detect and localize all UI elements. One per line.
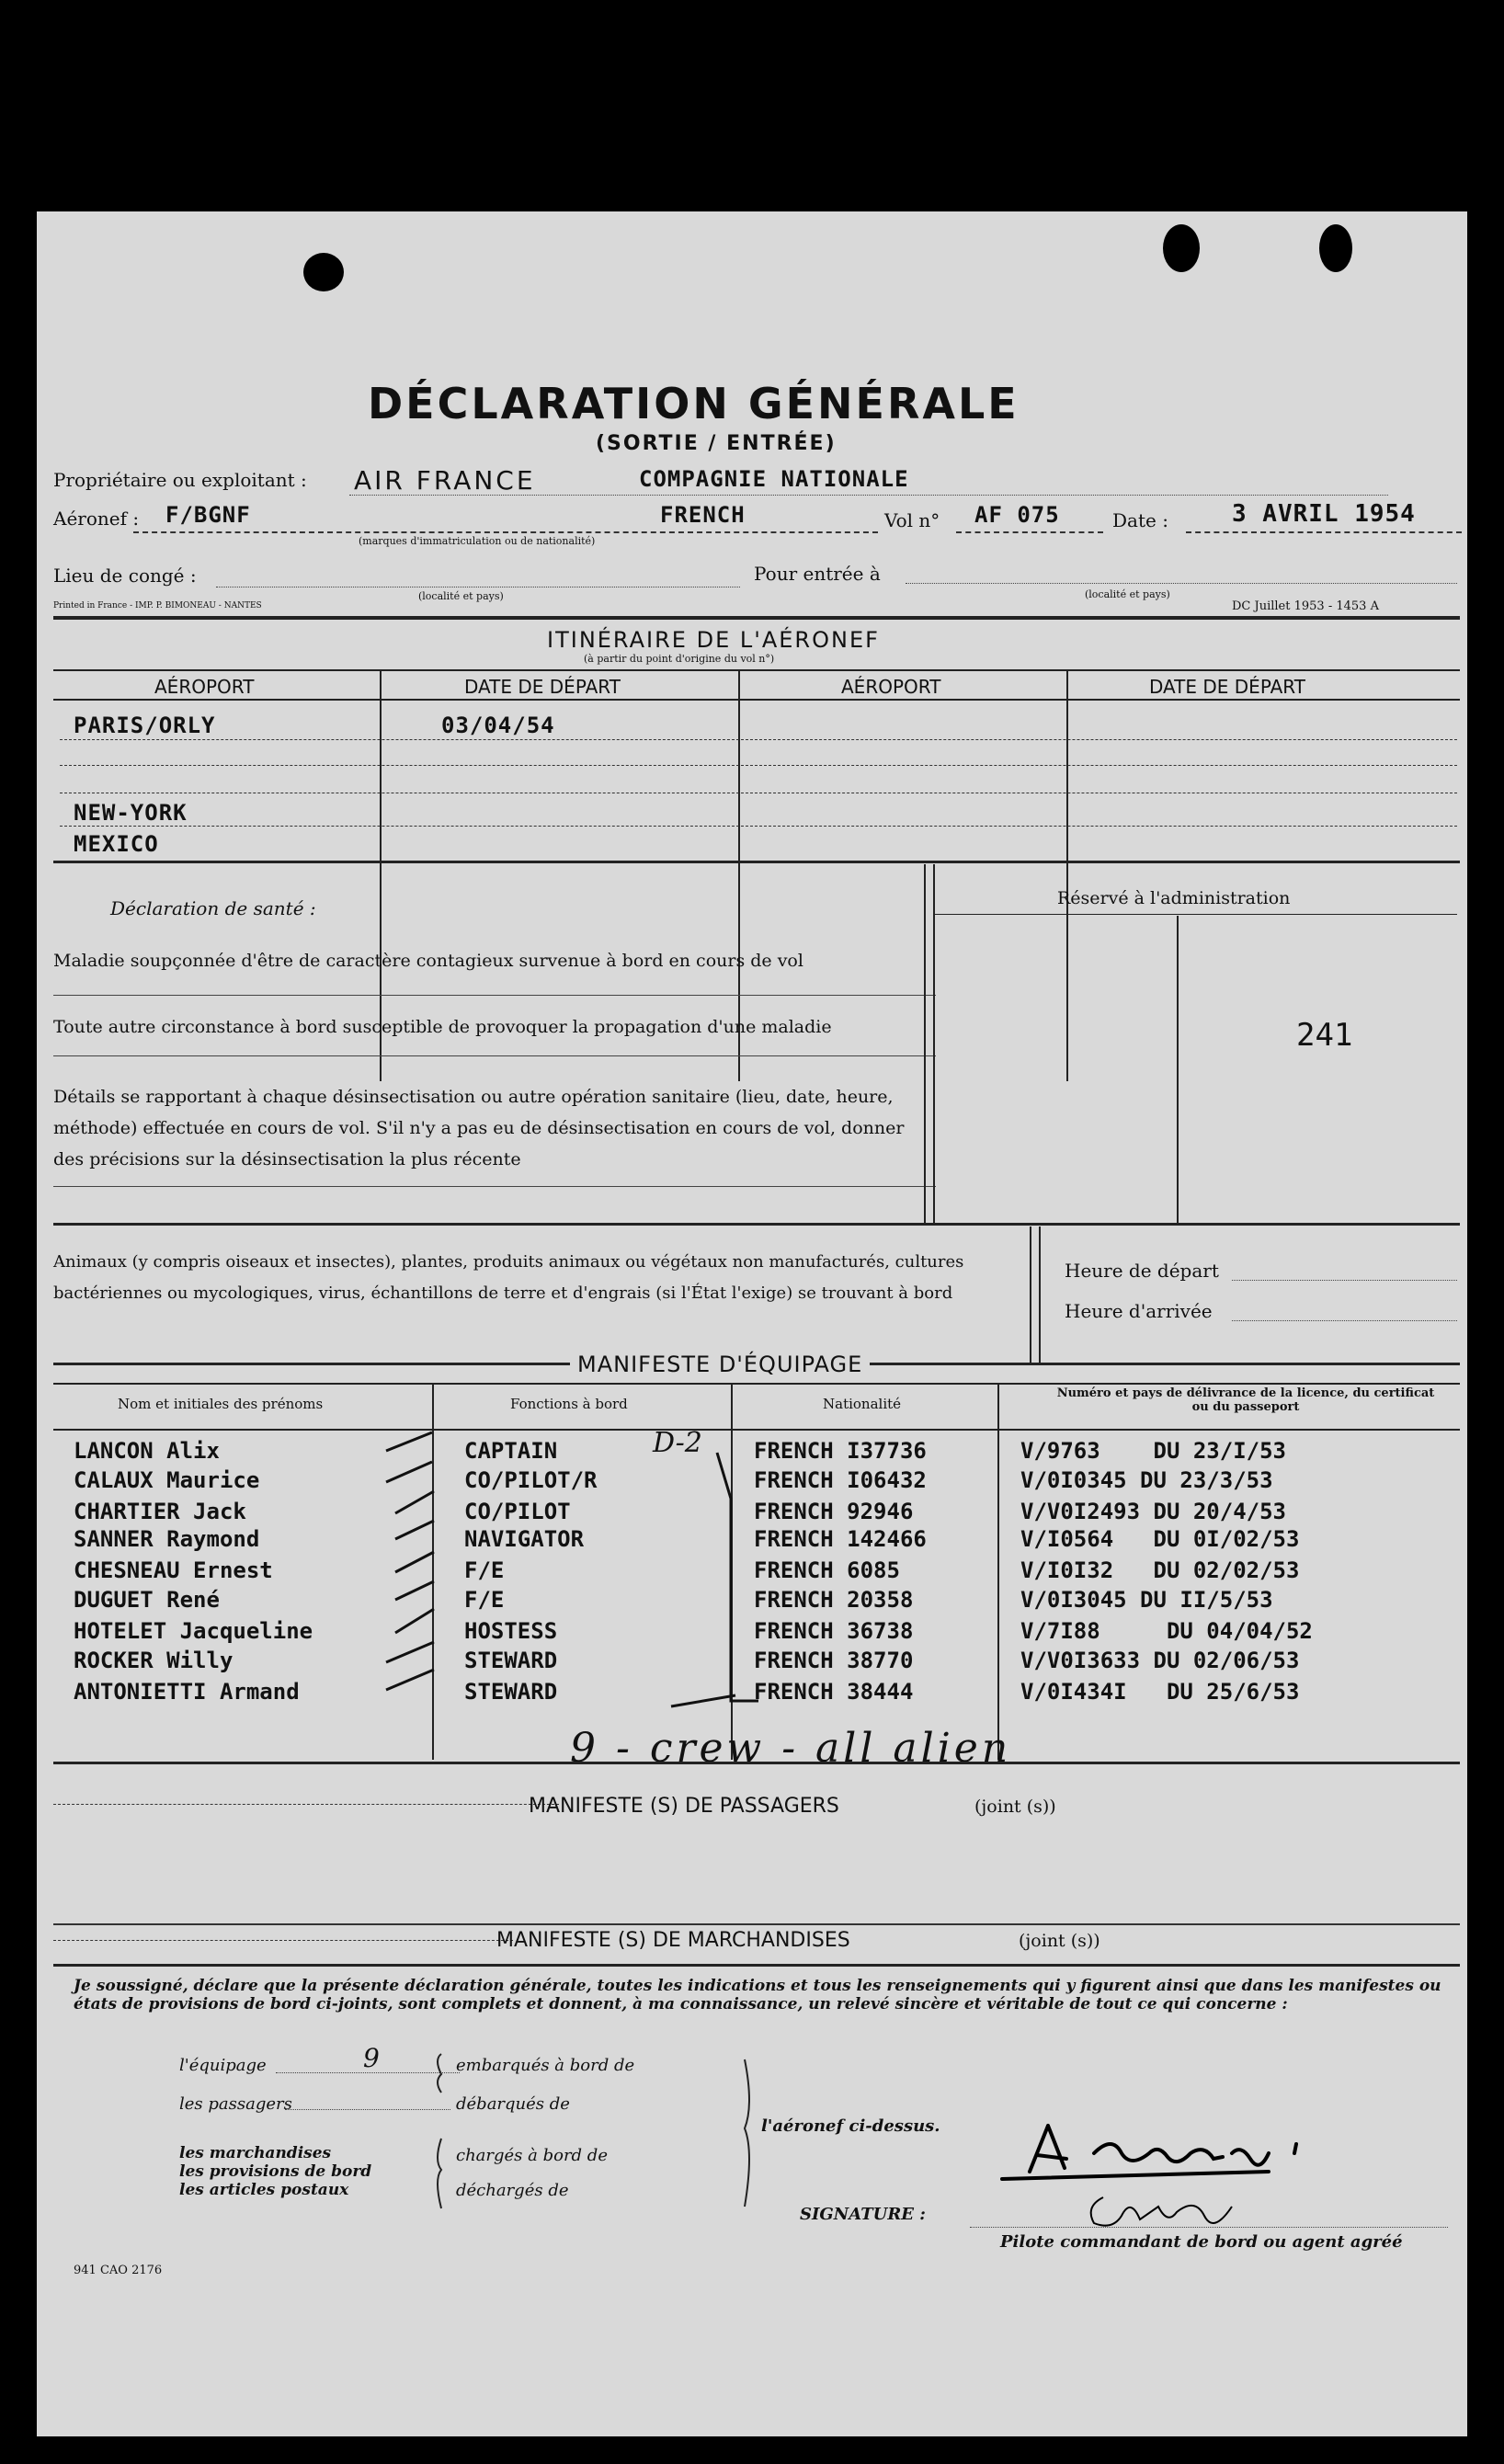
passengers-joint: (joint (s)) [974,1797,1056,1817]
mail-label: les articles postaux [179,2181,349,2199]
entry-note: (localité et pays) [1085,588,1170,600]
owner-value: AIR FRANCE [354,465,536,496]
itinerary-header-date-1: DATE DE DÉPART [464,676,621,698]
itinerary-airport-newyork: NEW-YORK [74,800,188,826]
passengers-action: débarqués de [456,2094,570,2114]
punch-hole-left [303,253,344,291]
crew-function: F/E [464,1557,505,1583]
crew-function: STEWARD [464,1679,558,1705]
itinerary-header-airport-1: AÉROPORT [154,676,255,698]
crew-name: ANTONIETTI Armand [74,1679,300,1705]
passengers-label: les passagers [179,2094,292,2114]
admin-label: Réservé à l'administration [1057,888,1291,908]
aircraft-nationality: FRENCH [660,502,746,528]
date-value: 3 AVRIL 1954 [1232,500,1416,528]
crew-nationality: FRENCH I06432 [754,1467,927,1493]
crew-licence: V/7I88 DU 04/04/52 [1020,1618,1313,1644]
crew-check-marks [368,1425,791,1756]
crew-count-label: l'équipage [179,2056,267,2075]
crew-header-nationality: Nationalité [823,1396,902,1412]
goods-action: chargés à bord de [456,2146,608,2165]
crew-header-function: Fonctions à bord [510,1396,628,1412]
goods-label: les marchandises [179,2144,332,2162]
passengers-title: MANIFESTE (S) DE PASSAGERS [529,1795,839,1818]
crew-name: SANNER Raymond [74,1526,260,1552]
aircraft-note: (marques d'immatriculation ou de nationalité) [359,535,596,547]
crew-nationality: FRENCH 142466 [754,1526,927,1552]
crew-function: STEWARD [464,1648,558,1673]
crew-name: CALAUX Maurice [74,1467,260,1493]
provisions-label: les provisions de bord [179,2162,372,2181]
crew-licence: V/V0I2493 DU 20/4/53 [1020,1499,1286,1524]
crew-count-value: 9 [363,2043,380,2073]
itinerary-header-airport-2: AÉROPORT [841,676,941,698]
printer-note: Printed in France - IMP. P. BIMONEAU - NANTES [53,601,262,610]
itinerary-airport-paris: PARIS/ORLY [74,713,216,738]
crew-function: CO/PILOT [464,1499,571,1524]
crew-nationality: FRENCH 20358 [754,1587,914,1613]
crew-name: CHESNEAU Ernest [74,1557,273,1583]
admin-number: 241 [1296,1017,1353,1054]
crew-licence: V/I0564 DU 0I/02/53 [1020,1526,1300,1552]
crew-function: NAVIGATOR [464,1526,585,1552]
crew-nationality: FRENCH I37736 [754,1438,927,1464]
owner-value-2: COMPAGNIE NATIONALE [639,466,909,492]
itinerary-airport-mexico: MEXICO [74,831,159,857]
health-line-3: Détails se rapportant à chaque désinsectisation ou autre opération sanitaire (lieu, date, heure, méthode) effectuée en cours de vol. S'il n'y a pas eu de désinsectisation en cours de vol, donner des précisions sur la désinsectisation la plus récente [53,1087,905,1169]
form-subtitle: (SORTIE / ENTRÉE) [596,432,837,455]
crew-name: LANCON Alix [74,1438,220,1464]
crew-licence: V/9763 DU 23/I/53 [1020,1438,1286,1464]
clearance-label: Lieu de congé : [53,565,197,587]
itinerary-header-date-2: DATE DE DÉPART [1149,676,1305,698]
crew-handwritten-note: 9 - crew - all alien [570,1725,1012,1772]
itinerary-date-paris: 03/04/54 [441,713,555,738]
crew-licence: V/V0I3633 DU 02/06/53 [1020,1648,1300,1673]
goods-title: MANIFESTE (S) DE MARCHANDISES [496,1929,850,1952]
goods-joint: (joint (s)) [1019,1931,1100,1951]
aircraft-registration: F/BGNF [165,502,251,528]
crew-nationality: FRENCH 38770 [754,1648,914,1673]
crew-function: CAPTAIN [464,1438,558,1464]
aircraft-reference: l'aéronef ci-dessus. [761,2116,940,2136]
itinerary-note: (à partir du point d'origine du vol n°) [584,653,775,665]
health-line-1: Maladie soupçonnée d'être de caractère contagieux survenue à bord en cours de vol [53,951,803,971]
health-line-2: Toute autre circonstance à bord susceptible de provoquer la propagation d'une maladie [53,1017,832,1037]
form-sheet [37,211,1467,2436]
arrival-time-label: Heure d'arrivée [1065,1300,1213,1322]
crew-header-licence: Numéro et pays de délivrance de la licence, du certificat ou du passeport [1056,1386,1435,1414]
flight-label: Vol n° [884,509,940,531]
date-label: Date : [1112,509,1168,531]
declaration-text: Je soussigné, déclare que la présente déclaration générale, toutes les indications et tous les renseignements qui y figurent ainsi que dans les manifestes ou états de provisions de bord ci-joints, sont complets et donnent, à ma connaissance, un relevé sincère et véritable de tout ce qui concerne : [74,1977,1441,2013]
crew-name: DUGUET René [74,1587,220,1613]
crew-name: ROCKER Willy [74,1648,234,1673]
clearance-note: (localité et pays) [418,590,504,602]
form-code: DC Juillet 1953 - 1453 A [1232,599,1379,613]
goods-action-2: déchargés de [456,2181,569,2200]
crew-licence: V/0I0345 DU 23/3/53 [1020,1467,1273,1493]
crew-function: F/E [464,1587,505,1613]
crew-function: CO/PILOT/R [464,1467,598,1493]
crew-licence: V/0I3045 DU II/5/53 [1020,1587,1273,1613]
crew-annotation: D-2 [653,1427,702,1459]
aircraft-label: Aéronef : [53,508,140,530]
animals-text: Animaux (y compris oiseaux et insectes), plantes, produits animaux ou végétaux non manufacturés, cultures bactériennes ou mycologiques, virus, échantillons de terre et d'engrais (si l'État l'exige) se trouvant à bord [53,1252,964,1303]
crew-licence: V/I0I32 DU 02/02/53 [1020,1557,1300,1583]
crew-nationality: FRENCH 36738 [754,1618,914,1644]
agent-signature [1076,2179,1259,2234]
flight-number: AF 075 [974,502,1060,528]
punch-hole-right-2 [1319,224,1352,272]
crew-function: HOSTESS [464,1618,558,1644]
crew-name: CHARTIER Jack [74,1499,246,1524]
crew-title: MANIFESTE D'ÉQUIPAGE [570,1352,870,1377]
itinerary-title: ITINÉRAIRE DE L'AÉRONEF [547,627,880,653]
punch-hole-right-1 [1163,224,1200,272]
crew-licence: V/0I434I DU 25/6/53 [1020,1679,1300,1705]
crew-action: embarqués à bord de [456,2056,635,2075]
crew-nationality: FRENCH 38444 [754,1679,914,1705]
form-title: DÉCLARATION GÉNÉRALE [368,379,1020,428]
declaration-braces [432,2050,763,2216]
crew-nationality: FRENCH 6085 [754,1557,900,1583]
form-reference: 941 CAO 2176 [74,2264,163,2277]
entry-label: Pour entrée à [754,563,881,585]
signature-label: SIGNATURE : [800,2205,926,2224]
departure-time-label: Heure de départ [1065,1260,1219,1282]
crew-name: HOTELET Jacqueline [74,1618,313,1644]
crew-header-name: Nom et initiales des prénoms [118,1396,324,1412]
owner-label: Propriétaire ou exploitant : [53,469,307,491]
health-title: Déclaration de santé : [110,897,316,919]
crew-nationality: FRENCH 92946 [754,1499,914,1524]
signer-label: Pilote commandant de bord ou agent agréé [1000,2232,1403,2252]
